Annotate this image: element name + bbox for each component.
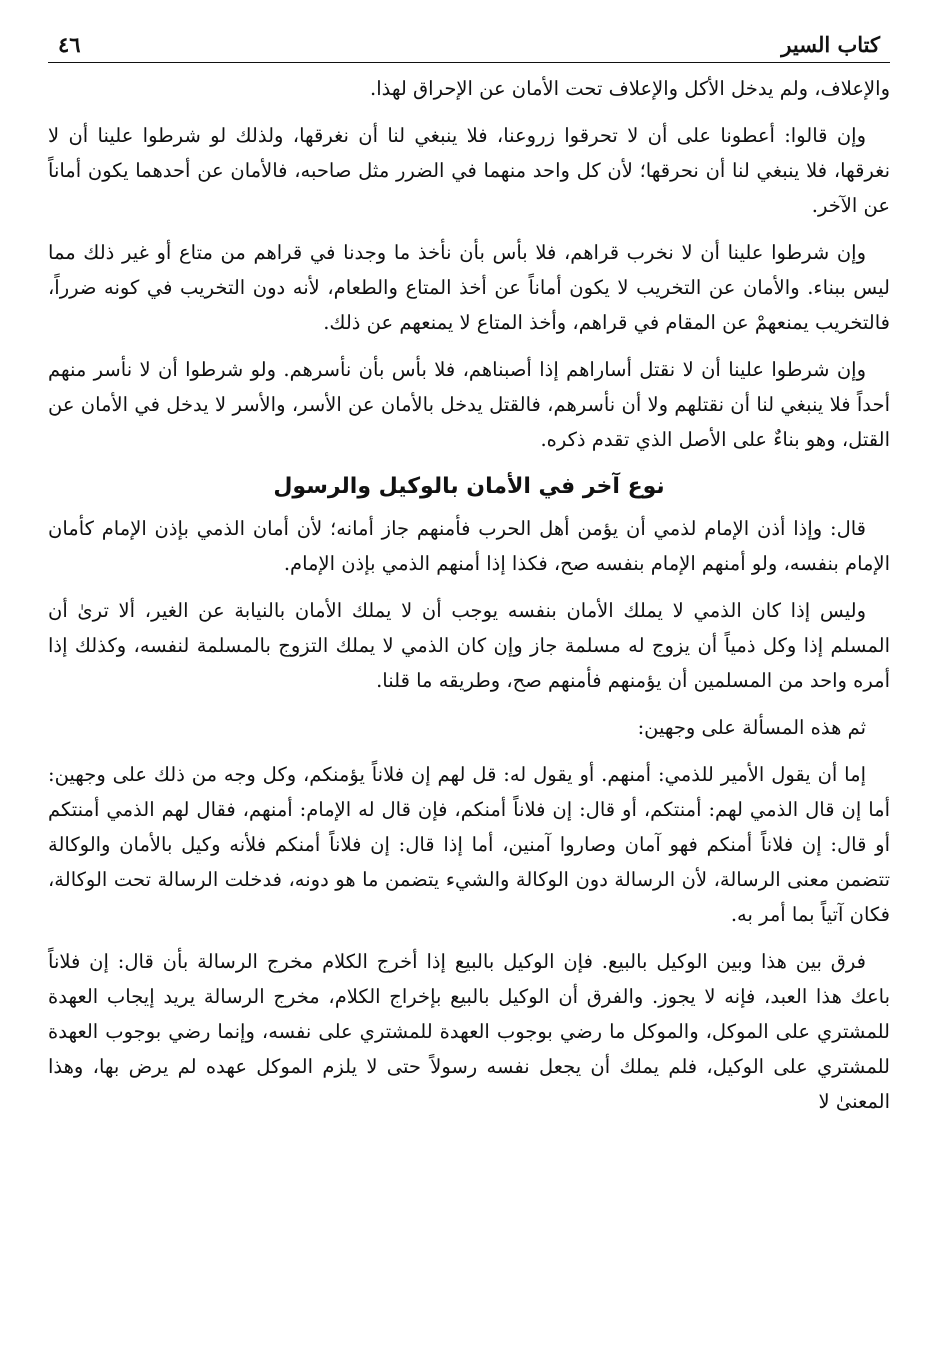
paragraph: ثم هذه المسألة على وجهين: [637, 716, 866, 739]
book-title: كتاب السير [781, 32, 880, 57]
paragraph: وليس إذا كان الذمي لا يملك الأمان بنفسه يوجب أن لا يملك الأمان بالنيابة عن الغير، ألا ترىٰ أن المسلم إذا وكل ذمياً أن يزوج له مسلمة جاز وإن كان الذمي لا يملك التزوج بالمسلمة لنفسه، وكذلك إذا أمره واحد من المسلمين أن يؤمنهم فأمنهم صح، وطريقه ما قلنا. [48, 599, 890, 692]
paragraph: وإن شرطوا علينا أن لا نقتل أساراهم إذا أصبناهم، فلا بأس بأن نأسرهم. ولو شرطوا أن لا نأسر منهم أحداً فلا ينبغي لنا أن نقتلهم ولا أن نأسرهم، فالقتل يدخل بالأمان عن الأسر، والأسر لا يدخل في الأمان عن القتل، وهو بناءٌ على الأصل الذي تقدم ذكره. [48, 358, 890, 451]
section-heading: نوع آخر في الأمان بالوكيل والرسول [273, 474, 665, 499]
paragraph: والإعلاف، ولم يدخل الأكل والإعلاف تحت الأمان عن الإحراق لهذا. [370, 77, 890, 100]
header-rule [48, 62, 890, 63]
paragraph: إما أن يقول الأمير للذمي: أمنهم. أو يقول له: قل لهم إن فلاناً يؤمنكم، وكل وجه من ذلك على وجهين: أما إن قال الذمي لهم: أمنتكم، أو قال: إن فلاناً أمنكم، فإن قال له الإمام: أمنهم، فقال لهم الذمي أمنتكم أو قال: إن فلاناً أمنكم فهو آمان وصاروا آمنين، أما إذا قال: إن فلاناً أمنكم فلأنه وكيل بالأمان والوكالة تتضمن معنى الرسالة، لأن الرسالة دون الوكالة والشيء يتضمن ما هو دونه، فدخلت الرسالة تحت الوكالة، فكان آتياً بما أمر به. [48, 763, 890, 926]
paragraph: وإن شرطوا علينا أن لا نخرب قراهم، فلا بأس بأن نأخذ ما وجدنا في قراهم من متاع أو غير ذلك مما ليس ببناء. والأمان عن التخريب لا يكون أماناً عن أخذ المتاع والطعام، لأنه دون التخريب في كونه ضرراً، فالتخريب يمنعهمْ عن المقام في قراهم، وأخذ المتاع لا يمنعهم عن ذلك. [48, 241, 890, 334]
paragraph: وإن قالوا: أعطونا على أن لا تحرقوا زروعنا، فلا ينبغي لنا أن نغرقها، ولذلك لو شرطوا علينا أن لا نغرقها، فلا ينبغي لنا أن نحرقها؛ لأن كل واحد منهما في الضرر مثل صاحبه، فالأمان عن أحدهما يكون أماناً عن الآخر. [48, 124, 890, 217]
book-page [48, 30, 890, 1131]
paragraph: قال: وإذا أذن الإمام لذمي أن يؤمن أهل الحرب فأمنهم جاز أمانه؛ لأن أمان الذمي بإذن الإمام كأمان الإمام بنفسه، ولو أمنهم الإمام بنفسه صح، فكذا إذا أمنهم الذمي بإذن الإمام. [48, 517, 890, 575]
page-header [48, 30, 890, 62]
page-number: ٤٦ [58, 32, 81, 57]
paragraph: فرق بين هذا وبين الوكيل بالبيع. فإن الوكيل بالبيع إذا أخرج الكلام مخرج الرسالة بأن قال: إن فلاناً باعك هذا العبد، فإنه لا يجوز. والفرق أن الوكيل بالبيع بإخراج الكلام، مخرج الرسالة يريد إيجاب العهدة للمشتري على الموكل، والموكل ما رضي بوجوب العهدة للمشتري على نفسه، وإنما رضي بوجوب العهدة للمشتري على الوكيل، فلم يملك أن يجعل نفسه رسولاً حتى لا يلزم الموكل عهده لم يرض بها، وهذا المعنىٰ لا [48, 950, 890, 1113]
